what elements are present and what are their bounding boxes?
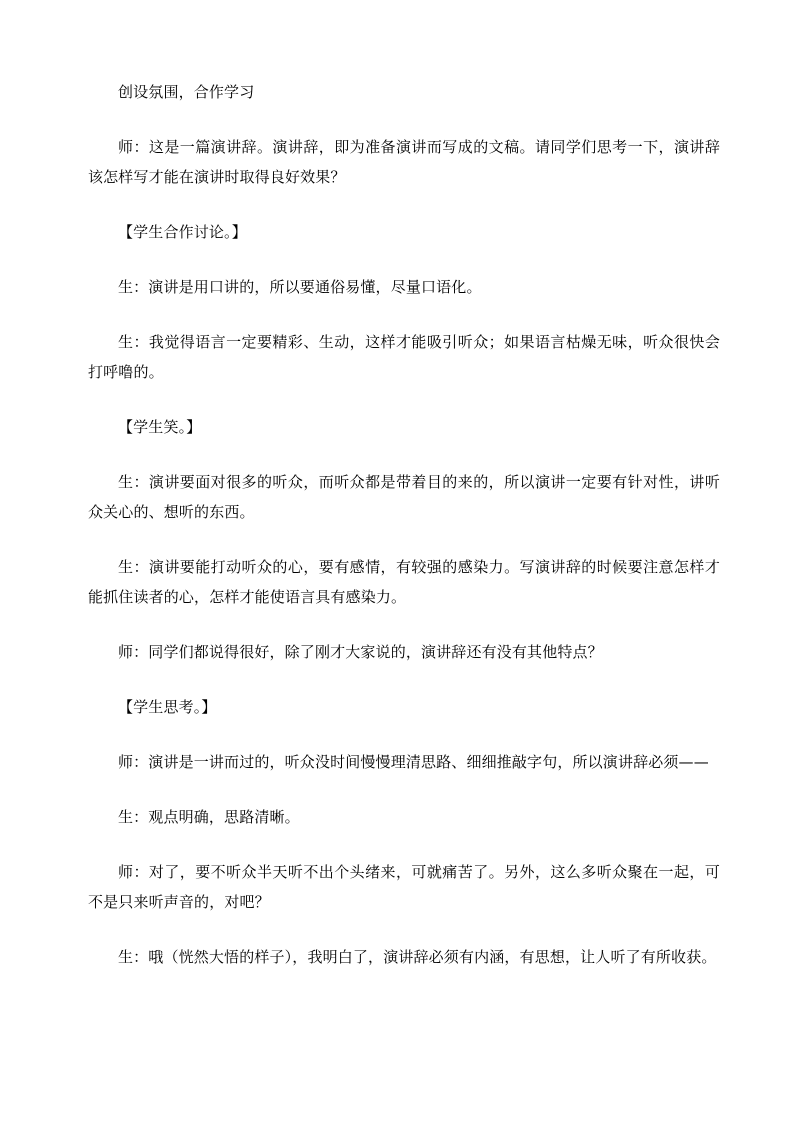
stage-direction: 【学生思考。】 bbox=[118, 698, 217, 716]
stage-direction: 【学生合作讨论。】 bbox=[118, 223, 247, 241]
document-body bbox=[88, 77, 720, 997]
section-heading: 创设氛围，合作学习 bbox=[118, 83, 255, 101]
paragraph: 师：这是一篇演讲辞。演讲辞，即为准备演讲而写成的文稿。请同学们思考一下，演讲辞该怎样写才能在演讲时取得良好效果？ bbox=[88, 138, 720, 186]
paragraph: 生：观点明确，思路清晰。 bbox=[118, 808, 300, 826]
paragraph: 师：演讲是一讲而过的，听众没时间慢慢理清思路、细细推敲字句，所以演讲辞必须—— bbox=[118, 753, 709, 771]
paragraph: 生：我觉得语言一定要精彩、生动，这样才能吸引听众；如果语言枯燥无味，听众很快会打呼噜的。 bbox=[88, 333, 720, 381]
paragraph: 师：同学们都说得很好，除了刚才大家说的，演讲辞还有没有其他特点？ bbox=[118, 643, 603, 661]
paragraph: 生：演讲要能打动听众的心，要有感情，有较强的感染力。写演讲辞的时候要注意怎样才能抓住读者的心，怎样才能使语言具有感染力。 bbox=[88, 558, 720, 606]
paragraph: 生：演讲要面对很多的听众，而听众都是带着目的来的，所以演讲一定要有针对性，讲听众关心的、想听的东西。 bbox=[88, 473, 720, 521]
paragraph: 生：演讲是用口讲的，所以要通俗易懂，尽量口语化。 bbox=[118, 278, 482, 296]
paragraph: 生：哦（恍然大悟的样子），我明白了，演讲辞必须有内涵，有思想，让人听了有所收获。 bbox=[118, 948, 717, 966]
paragraph: 师：对了，要不听众半天听不出个头绪来，可就痛苦了。另外，这么多听众聚在一起，可不是只来听声音的，对吧？ bbox=[88, 863, 720, 911]
stage-direction: 【学生笑。】 bbox=[118, 418, 202, 436]
